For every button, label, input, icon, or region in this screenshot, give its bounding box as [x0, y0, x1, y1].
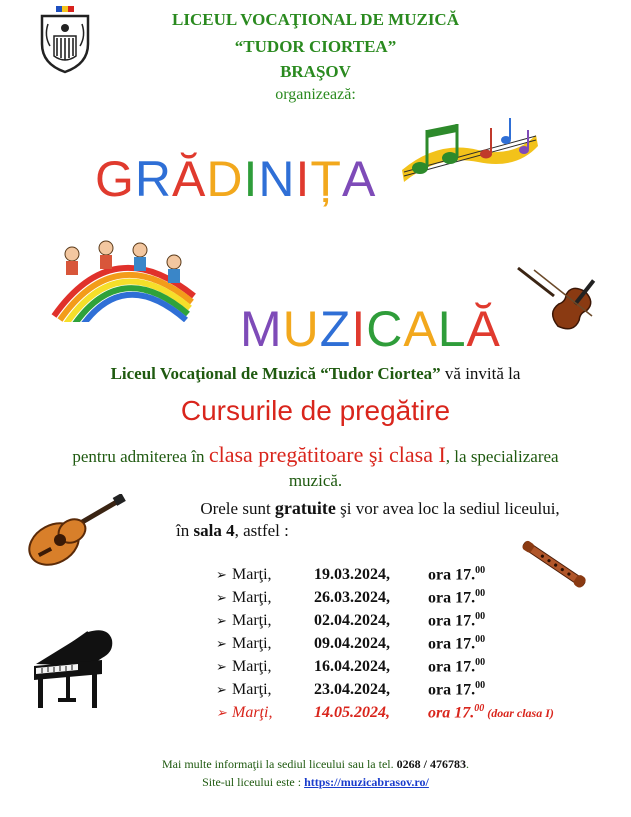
footer-dot: .	[465, 757, 469, 771]
schedule-row	[216, 703, 554, 726]
invite-school: Liceul Vocaţional de Muzică “Tudor Ciortea”	[110, 364, 441, 383]
schedule-day: Marţi,	[232, 704, 273, 722]
muzicala-letter: I	[351, 301, 367, 357]
bullet-arrow-icon: ➢	[216, 682, 227, 698]
gradinita-letter: I	[295, 151, 311, 207]
muzicala-letter: M	[240, 301, 283, 357]
schedule-time-minutes: 00	[474, 703, 485, 714]
music-notes-icon	[398, 110, 540, 196]
hours-room: sala 4	[193, 521, 235, 540]
school-name-line: LICEUL VOCAŢIONAL DE MUZICĂ	[172, 10, 459, 29]
schedule-day: Marţi,	[232, 635, 272, 653]
schedule-day: Marţi,	[232, 612, 272, 630]
schedule-time: ora 17.00	[428, 565, 486, 584]
schedule-time: ora 17.00	[428, 657, 486, 676]
hours-l2c: , astfel :	[234, 521, 289, 540]
gradinita-letter: I	[243, 151, 259, 207]
hours-l1c: şi vor avea loc la sediul liceului,	[335, 499, 560, 518]
title-word-gradinita	[95, 150, 376, 208]
schedule-list	[216, 565, 554, 726]
muzicala-letter: Z	[319, 301, 352, 357]
muzicala-letter: L	[437, 301, 467, 357]
schedule-date: 14.05.2024,	[314, 704, 390, 722]
admission-classes: clasa pregătitoare şi clasa I	[208, 442, 446, 467]
hours-text	[140, 497, 620, 542]
footer-info	[0, 757, 631, 772]
gradinita-letter: Ț	[310, 151, 342, 207]
footer-phone: 0268 / 476783	[396, 757, 466, 771]
footer-info-text: Mai multe informaţii la sediul liceului sau la tel.	[162, 757, 394, 771]
schedule-time-minutes: 00	[475, 611, 486, 622]
gradinita-letter: A	[341, 151, 377, 207]
hours-l2a: în	[176, 521, 194, 540]
hours-l1a: Orele sunt	[200, 499, 275, 518]
schedule-date: 26.03.2024,	[314, 589, 390, 607]
muzicala-letter: A	[403, 301, 438, 357]
invite-tail: vă invită la	[444, 364, 521, 383]
schedule-day: Marţi,	[232, 589, 272, 607]
schedule-time-minutes: 00	[475, 657, 486, 668]
muzicala-letter: C	[366, 301, 404, 357]
schedule-row	[216, 657, 554, 680]
guitar-icon	[20, 494, 126, 570]
schedule-date: 02.04.2024,	[314, 612, 390, 630]
bullet-arrow-icon: ➢	[216, 613, 227, 629]
schedule-date: 16.04.2024,	[314, 658, 390, 676]
schedule-row	[216, 565, 554, 588]
school-city-line: BRAŞOV	[280, 62, 351, 81]
violin-icon	[514, 264, 596, 338]
bullet-arrow-icon: ➢	[216, 590, 227, 606]
gradinita-letter: G	[95, 151, 135, 207]
schedule-time: ora 17.00	[428, 634, 486, 653]
footer-site-text: Site-ul liceului este :	[202, 775, 302, 789]
title-word-muzicala	[240, 300, 501, 358]
schedule-row	[216, 680, 554, 703]
schedule-time-minutes: 00	[475, 565, 486, 576]
schedule-row	[216, 634, 554, 657]
schedule-time-minutes: 00	[475, 680, 486, 691]
bullet-arrow-icon: ➢	[216, 636, 227, 652]
schedule-date: 09.04.2024,	[314, 635, 390, 653]
schedule-day: Marţi,	[232, 681, 272, 699]
schedule-row	[216, 588, 554, 611]
gradinita-letter: D	[206, 151, 244, 207]
school-patron-line: “TUDOR CIORTEA”	[234, 37, 397, 56]
bullet-arrow-icon: ➢	[216, 567, 227, 583]
hours-free: gratuite	[274, 498, 336, 518]
schedule-time: ora 17.00	[428, 611, 486, 630]
course-title: Cursurile de pregătire	[180, 395, 451, 426]
bullet-arrow-icon: ➢	[216, 705, 227, 721]
footer-site	[0, 775, 631, 790]
schedule-time: ora 17.00	[428, 703, 485, 722]
muzicala-letter: Ă	[466, 301, 501, 357]
admission-pre: pentru admiterea în	[72, 447, 205, 466]
gradinita-letter: N	[258, 151, 296, 207]
schedule-day: Marţi,	[232, 566, 272, 584]
rainbow-children-icon	[44, 236, 202, 322]
gradinita-letter: Ă	[172, 151, 207, 207]
admission-text	[0, 443, 631, 493]
schedule-time: ora 17.00	[428, 680, 486, 699]
footer-site-link[interactable]: https://muzicabrasov.ro/	[304, 775, 429, 789]
muzicala-letter: U	[282, 301, 320, 357]
grand-piano-icon	[28, 626, 120, 716]
admission-line2: muzică.	[288, 471, 343, 490]
schedule-note: (doar clasa I)	[487, 706, 554, 721]
bullet-arrow-icon: ➢	[216, 659, 227, 675]
schedule-time: ora 17.00	[428, 588, 486, 607]
gradinita-letter: R	[134, 151, 173, 207]
schedule-date: 23.04.2024,	[314, 681, 390, 699]
schedule-day: Marţi,	[232, 658, 272, 676]
organizes-line: organizează:	[275, 86, 356, 103]
schedule-date: 19.03.2024,	[314, 566, 390, 584]
schedule-row	[216, 611, 554, 634]
schedule-time-minutes: 00	[475, 634, 486, 645]
schedule-time-minutes: 00	[475, 588, 486, 599]
admission-post: , la specializarea	[445, 447, 559, 466]
invite-line	[0, 364, 631, 384]
